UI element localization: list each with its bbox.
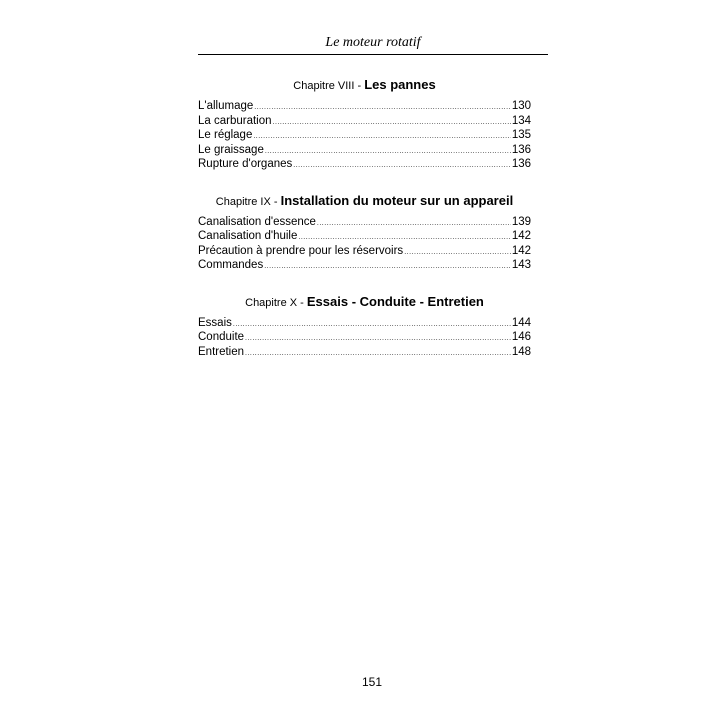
- entry-title: Le réglage: [198, 129, 253, 141]
- dot-leader: [293, 159, 511, 174]
- chapter-section: [198, 191, 531, 273]
- entry-page: 143: [511, 259, 531, 271]
- toc-entry: [198, 157, 531, 172]
- entry-title: L'allumage: [198, 100, 254, 112]
- dot-leader: [245, 332, 511, 347]
- page-number: 151: [361, 675, 383, 689]
- dot-leader: [264, 260, 511, 275]
- entry-title: Commandes: [198, 259, 264, 271]
- entry-page: 146: [511, 331, 531, 343]
- entry-list: [198, 99, 531, 172]
- toc-entry: [198, 345, 531, 360]
- toc-entry: [198, 114, 531, 129]
- entry-list: [198, 215, 531, 273]
- entry-page: 148: [511, 345, 531, 358]
- entry-page: 134: [511, 114, 531, 127]
- entry-title: Le graissage: [198, 143, 264, 156]
- entry-title: Conduite: [198, 331, 245, 343]
- entry-title: La carburation: [198, 114, 272, 127]
- toc-entry: [198, 215, 531, 230]
- toc-entry: [198, 99, 531, 114]
- toc-entry: [198, 143, 531, 158]
- chapter-separator: -: [270, 195, 281, 208]
- entry-page: 142: [511, 244, 531, 257]
- entry-title: Canalisation d'essence: [198, 215, 316, 228]
- toc-entry: [198, 229, 531, 244]
- entry-list: [198, 316, 531, 360]
- dot-leader: [317, 217, 511, 232]
- toc-entry: [198, 316, 531, 331]
- entry-page: 142: [511, 230, 531, 242]
- header-rule: [198, 54, 548, 55]
- table-of-contents: [198, 75, 531, 378]
- dot-leader: [253, 130, 510, 145]
- chapter-separator: -: [354, 80, 365, 92]
- entry-page: 135: [511, 129, 531, 141]
- chapter-heading: [198, 292, 531, 312]
- dot-leader: [254, 101, 511, 116]
- entry-page: 139: [511, 215, 531, 228]
- chapter-heading: [198, 75, 531, 95]
- entry-page: 136: [511, 143, 531, 156]
- dot-leader: [245, 347, 511, 362]
- entry-title: Précaution à prendre pour les réservoirs: [198, 244, 404, 257]
- dot-leader: [404, 246, 511, 261]
- chapter-label: Chapitre IX: [215, 195, 271, 208]
- entry-title: Entretien: [198, 345, 245, 358]
- toc-entry: [198, 258, 531, 273]
- chapter-label: Chapitre VIII: [293, 80, 355, 92]
- chapter-separator: -: [297, 296, 307, 309]
- entry-title: Essais: [198, 316, 232, 329]
- toc-entry: [198, 330, 531, 345]
- dot-leader: [233, 318, 511, 333]
- toc-entry: [198, 128, 531, 143]
- entry-title: Canalisation d'huile: [198, 230, 298, 242]
- chapter-title: Installation du moteur sur un appareil: [280, 192, 514, 208]
- chapter-title: Les pannes: [364, 77, 436, 92]
- running-head: Le moteur rotatif: [325, 35, 421, 50]
- chapter-label: Chapitre X: [245, 296, 298, 309]
- entry-page: 144: [511, 316, 531, 329]
- entry-page: 136: [511, 158, 531, 170]
- chapter-section: [198, 75, 531, 172]
- chapter-title: Essais - Conduite - Entretien: [306, 293, 484, 309]
- chapter-heading: [198, 191, 531, 211]
- chapter-section: [198, 292, 531, 360]
- toc-entry: [198, 244, 531, 259]
- entry-title: Rupture d'organes: [198, 158, 293, 170]
- dot-leader: [265, 145, 511, 160]
- dot-leader: [273, 116, 511, 131]
- entry-page: 130: [511, 100, 531, 112]
